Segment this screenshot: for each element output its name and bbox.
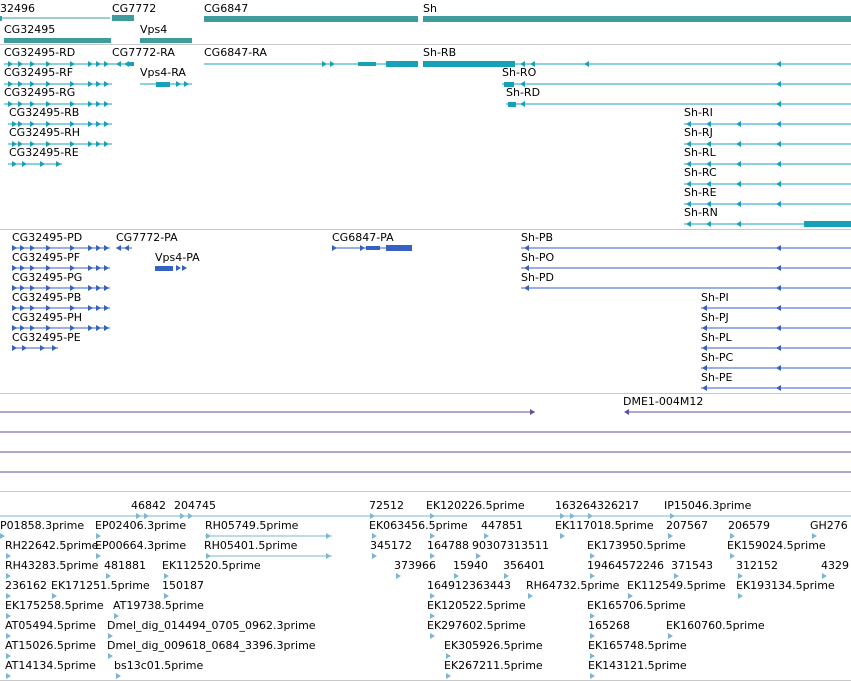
strand-arrow-right[interactable] [88,121,93,127]
strand-arrow-right[interactable] [96,265,101,271]
strand-arrow-right[interactable] [104,81,109,87]
transcript-label[interactable]: Vps4-RA [140,66,186,79]
gene-label[interactable]: Sh [423,2,437,15]
est-label[interactable]: 46842 [131,499,166,512]
est-label[interactable]: RH43283.5prime [5,559,99,572]
est-label[interactable]: 90307313511 [472,539,549,552]
protein-label[interactable]: CG32495-PD [12,231,83,244]
strand-arrow-right[interactable] [96,61,101,67]
est-label[interactable]: EK143121.5prime [588,659,687,672]
strand-arrow-right[interactable] [188,513,193,519]
est-label[interactable]: EK175258.5prime [5,599,104,612]
est-label[interactable]: 373966 [394,559,436,572]
exon-block[interactable] [508,102,516,107]
gene-block[interactable] [4,38,111,43]
strand-arrow-left[interactable] [776,345,781,351]
strand-arrow-left[interactable] [776,121,781,127]
transcript-label[interactable]: Sh-RJ [684,126,713,139]
strand-arrow-left[interactable] [116,245,121,251]
gene-label[interactable]: CG7772 [112,2,157,15]
strand-arrow-right[interactable] [40,161,45,167]
transcript-label[interactable]: Sh-RC [684,166,717,179]
est-label[interactable]: 207567 [666,519,708,532]
strand-arrow-right[interactable] [22,345,27,351]
strand-arrow-right[interactable] [6,673,11,679]
transcript-label[interactable]: CG6847-RA [204,46,267,59]
est-label[interactable]: 163264326217 [555,499,639,512]
strand-arrow-right[interactable] [326,533,331,539]
strand-arrow-right[interactable] [88,265,93,271]
protein-label[interactable]: CG32495-PB [12,291,82,304]
exon-block[interactable] [804,221,851,227]
strand-arrow-right[interactable] [88,325,93,331]
strand-arrow-right[interactable] [12,161,17,167]
est-label[interactable]: 165268 [588,619,630,632]
protein-label[interactable]: Sh-PC [701,351,734,364]
strand-arrow-right[interactable] [372,553,377,559]
est-label[interactable]: 447851 [481,519,523,532]
est-label[interactable]: IP15046.3prime [664,499,752,512]
gene-label[interactable]: CG6847 [204,2,249,15]
strand-arrow-right[interactable] [104,141,109,147]
est-label[interactable]: 4329 [821,559,849,572]
track-separator [0,491,851,492]
transcript-label[interactable]: CG32495-RE [9,146,79,159]
est-label[interactable]: EK193134.5prime [736,579,835,592]
gene-block[interactable] [112,15,134,21]
strand-arrow-right[interactable] [96,121,101,127]
strand-arrow-right[interactable] [530,409,535,415]
protein-label[interactable]: Sh-PL [701,331,732,344]
exon-block[interactable] [386,245,412,251]
est-label[interactable]: P01858.3prime [0,519,85,532]
strand-arrow-right[interactable] [96,141,101,147]
strand-arrow-left[interactable] [776,265,781,271]
est-label[interactable]: Dmel_dig_014494_0705_0962.3prime [107,619,316,632]
est-label[interactable]: EK117018.5prime [555,519,654,532]
est-label[interactable]: EK173950.5prime [587,539,686,552]
strand-arrow-right[interactable] [396,573,401,579]
est-label[interactable]: AT15026.5prime [5,639,96,652]
strand-arrow-right[interactable] [96,285,101,291]
gene-block[interactable] [204,16,418,22]
est-label[interactable]: 312152 [736,559,778,572]
est-label[interactable]: 371543 [671,559,713,572]
track-separator [0,393,851,394]
est-label[interactable]: AT05494.5prime [5,619,96,632]
gene-block[interactable] [140,38,192,43]
strand-arrow-right[interactable] [88,81,93,87]
protein-label[interactable]: Sh-PJ [701,311,729,324]
strand-arrow-left[interactable] [776,305,781,311]
est-label[interactable]: EK267211.5prime [444,659,543,672]
est-label[interactable]: EK171251.5prime [51,579,150,592]
gene-block[interactable] [0,16,2,21]
est-label[interactable]: EK165706.5prime [587,599,686,612]
strand-arrow-left[interactable] [524,285,529,291]
strand-arrow-left[interactable] [736,201,741,207]
strand-arrow-left[interactable] [736,161,741,167]
est-label[interactable]: RH05401.5prime [204,539,298,552]
est-label[interactable]: bs13c01.5prime [114,659,204,672]
transcript-label[interactable]: CG32495-RF [4,66,74,79]
strand-arrow-right[interactable] [96,305,101,311]
strand-arrow-right[interactable] [96,101,101,107]
strand-arrow-left[interactable] [706,221,711,227]
strand-arrow-left[interactable] [776,181,781,187]
est-label[interactable]: EK063456.5prime [369,519,468,532]
transcript-label[interactable]: CG32495-RD [4,46,76,59]
strand-arrow-left[interactable] [624,409,629,415]
strand-arrow-right[interactable] [104,101,109,107]
clone-label[interactable]: DME1-004M12 [623,395,704,408]
strand-arrow-left[interactable] [776,141,781,147]
strand-arrow-right[interactable] [116,673,121,679]
transcript-label[interactable]: Sh-RD [506,86,541,99]
strand-arrow-right[interactable] [88,101,93,107]
est-label[interactable]: 206579 [728,519,770,532]
strand-arrow-left[interactable] [584,61,589,67]
protein-label[interactable]: CG32495-PG [12,271,83,284]
strand-arrow-right[interactable] [40,345,45,351]
est-label[interactable]: EK297602.5prime [427,619,526,632]
est-label[interactable]: RH05749.5prime [205,519,299,532]
est-label[interactable]: EP02406.3prime [95,519,187,532]
strand-arrow-right[interactable] [104,265,109,271]
strand-arrow-right[interactable] [104,61,109,67]
est-label[interactable]: 345172 [370,539,412,552]
strand-arrow-right[interactable] [56,161,61,167]
strand-arrow-left[interactable] [124,245,129,251]
strand-arrow-right[interactable] [96,81,101,87]
est-label[interactable]: EK120226.5prime [426,499,525,512]
protein-label[interactable]: Vps4-PA [155,251,200,264]
strand-arrow-right[interactable] [730,553,735,559]
protein-label[interactable]: Sh-PO [521,251,555,264]
strand-arrow-left[interactable] [776,385,781,391]
strand-arrow-right[interactable] [330,61,335,67]
est-label[interactable]: GH276 [810,519,848,532]
strand-arrow-right[interactable] [88,141,93,147]
protein-label[interactable]: Sh-PB [521,231,554,244]
track-separator [0,229,851,230]
est-label[interactable]: Dmel_dig_009618_0684_3396.3prime [107,639,316,652]
transcript-label[interactable]: Sh-RL [684,146,716,159]
gene-block[interactable] [423,16,851,22]
strand-arrow-right[interactable] [88,285,93,291]
strand-arrow-right[interactable] [88,61,93,67]
strand-arrow-left[interactable] [776,325,781,331]
strand-arrow-right[interactable] [108,653,113,659]
strand-arrow-right[interactable] [738,593,743,599]
strand-arrow-left[interactable] [776,161,781,167]
strand-arrow-left[interactable] [776,101,781,107]
strand-arrow-right[interactable] [104,121,109,127]
strand-arrow-left[interactable] [686,221,691,227]
est-label[interactable]: 164912363443 [427,579,511,592]
strand-arrow-right[interactable] [176,81,181,87]
strand-arrow-right[interactable] [430,633,435,639]
est-label[interactable]: EK160760.5prime [666,619,765,632]
protein-label[interactable]: CG7772-PA [116,231,178,244]
strand-arrow-right[interactable] [184,81,189,87]
est-label[interactable]: 15940 [453,559,488,572]
transcript-label[interactable]: Sh-RB [423,46,457,59]
strand-arrow-right[interactable] [104,285,109,291]
transcript-label[interactable]: Sh-RE [684,186,717,199]
est-label[interactable]: 204745 [174,499,216,512]
transcript-label[interactable]: CG32495-RB [9,106,80,119]
strand-arrow-right[interactable] [22,161,27,167]
strand-arrow-left[interactable] [776,285,781,291]
strand-arrow-right[interactable] [326,553,331,559]
est-label[interactable]: 150187 [162,579,204,592]
strand-arrow-right[interactable] [104,245,109,251]
gene-label[interactable]: CG32495 [4,23,56,36]
exon-block[interactable] [155,266,173,271]
strand-arrow-right[interactable] [446,673,451,679]
est-label[interactable]: 236162 [5,579,47,592]
strand-arrow-right[interactable] [88,305,93,311]
protein-label[interactable]: CG6847-PA [332,231,394,244]
strand-arrow-right[interactable] [182,265,187,271]
strand-arrow-right[interactable] [560,533,565,539]
strand-arrow-left[interactable] [776,61,781,67]
strand-arrow-left[interactable] [736,141,741,147]
gene-label[interactable]: Vps4 [140,23,168,36]
strand-arrow-right[interactable] [528,593,533,599]
transcript-label[interactable]: Sh-RO [502,66,537,79]
track-separator [0,44,851,45]
strand-arrow-right[interactable] [12,345,17,351]
strand-arrow-right[interactable] [52,345,57,351]
est-label[interactable]: EK112520.5prime [162,559,261,572]
est-label[interactable]: 164788 [427,539,469,552]
exon-block[interactable] [358,62,376,66]
est-label[interactable]: RH22642.5prime [5,539,99,552]
strand-arrow-right[interactable] [590,673,595,679]
exon-block[interactable] [128,62,134,66]
gene-label[interactable]: 32496 [0,2,35,15]
strand-arrow-right[interactable] [104,305,109,311]
est-label[interactable]: EP00664.3prime [95,539,187,552]
strand-arrow-right[interactable] [322,61,327,67]
transcript-label[interactable]: CG7772-RA [112,46,175,59]
est-label[interactable]: EK120522.5prime [427,599,526,612]
strand-arrow-left[interactable] [776,81,781,87]
strand-arrow-left[interactable] [736,121,741,127]
strand-arrow-right[interactable] [176,265,181,271]
strand-arrow-right[interactable] [104,325,109,331]
protein-label[interactable]: Sh-PD [521,271,555,284]
exon-block[interactable] [366,246,380,250]
transcript-label[interactable]: CG32495-RH [9,126,81,139]
transcript-label[interactable]: Sh-RI [684,106,713,119]
est-label[interactable]: EK112549.5prime [627,579,726,592]
strand-arrow-left[interactable] [736,221,741,227]
strand-arrow-left[interactable] [736,181,741,187]
protein-label[interactable]: CG32495-PF [12,251,81,264]
protein-label[interactable]: Sh-PE [701,371,733,384]
strand-arrow-right[interactable] [96,245,101,251]
est-label[interactable]: EK159024.5prime [727,539,826,552]
est-label[interactable]: EK305926.5prime [444,639,543,652]
exon-block[interactable] [156,82,170,87]
strand-arrow-left[interactable] [776,365,781,371]
strand-arrow-right[interactable] [360,245,365,251]
est-label[interactable]: 356401 [503,559,545,572]
protein-label[interactable]: CG32495-PE [12,331,81,344]
transcript-label[interactable]: CG32495-RG [4,86,76,99]
est-label[interactable]: 481881 [104,559,146,572]
protein-label[interactable]: Sh-PI [701,291,729,304]
est-label[interactable]: RH64732.5prime [526,579,620,592]
strand-arrow-right[interactable] [96,325,101,331]
transcript-label[interactable]: Sh-RN [684,206,718,219]
est-label[interactable]: EK165748.5prime [588,639,687,652]
est-label[interactable]: AT19738.5prime [113,599,204,612]
strand-arrow-left[interactable] [520,101,525,107]
est-label[interactable]: 19464572246 [587,559,664,572]
strand-arrow-right[interactable] [88,245,93,251]
strand-arrow-left[interactable] [776,201,781,207]
strand-arrow-left[interactable] [702,385,707,391]
strand-arrow-right[interactable] [332,245,337,251]
strand-arrow-left[interactable] [116,61,121,67]
exon-block[interactable] [386,61,418,67]
est-label[interactable]: AT14134.5prime [5,659,96,672]
strand-arrow-left[interactable] [776,245,781,251]
est-label[interactable]: 72512 [369,499,404,512]
protein-label[interactable]: CG32495-PH [12,311,83,324]
